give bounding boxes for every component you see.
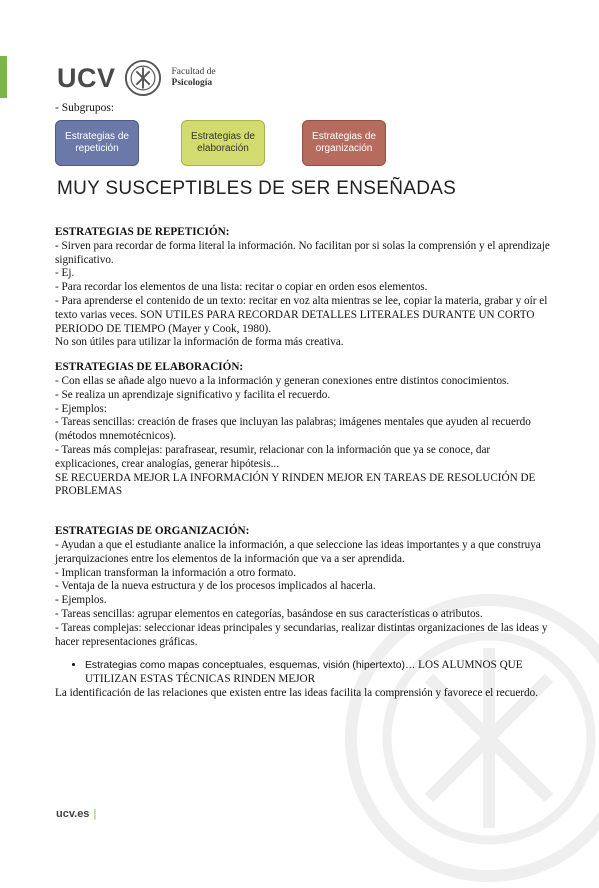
faculty-line-2: Psicología <box>171 78 213 88</box>
organization-strategy-box: Estrategias de organización <box>302 120 386 166</box>
footer-separator: | <box>93 808 97 820</box>
paragraph-line: - Ventaja de la nueva estructura y de los procesos implicados al hacerla. <box>55 580 376 593</box>
closing-paragraph: La identificación de las relaciones que existen entre las ideas facilita la comprensión y favorece el recuerdo. <box>55 686 539 699</box>
paragraph-line: - Tareas sencillas: agrupar elementos en categorías, basándose en sus características o atributos. <box>55 607 483 620</box>
section-heading-organizacion: ESTRATEGIAS DE ORGANIZACIÓN: <box>55 525 250 538</box>
paragraph-line: - Se realiza un aprendizaje significativo y facilita el recuerdo. <box>55 388 331 401</box>
faculty-line-1: Facultad de <box>171 67 216 77</box>
document-body <box>55 226 550 701</box>
paragraph-line: - Para aprenderse el contenido de un texto: recitar en voz alta mientras se lee, copiar la materia, grabar y oír el texto varias veces. SON UTILES PARA RECORDAR DETALLES LITERALES DURANTE UN CORTO PERIODO DE TIEMPO (Mayer y Cook, 1980). <box>55 294 548 335</box>
section-heading-repeticion: ESTRATEGIAS DE REPETICIÓN: <box>55 226 230 238</box>
university-seal-icon <box>124 59 162 97</box>
page-header <box>57 58 216 98</box>
faculty-name <box>172 67 216 89</box>
ucv-logo: UCV <box>57 62 116 93</box>
accent-bar <box>0 56 7 98</box>
paragraph-line: - Implican transforman la información a otro formato. <box>55 566 297 579</box>
paragraph-line: - Ayudan a que el estudiante analice la información, a que seleccione las ideas importantes y a que construya jerarquizaciones entre los elementos de la información que va a ser aprendida. <box>55 538 541 565</box>
paragraph-line: - Con ellas se añade algo nuevo a la información y generan conexiones entre distintos conocimientos. <box>55 374 510 387</box>
paragraph-line: - Tareas más complejas: parafrasear, resumir, relacionar con la información que ya se conoce, dar explicaciones, crear analogías, generar hipótesis... <box>55 443 491 470</box>
bullet-item <box>85 659 550 687</box>
page-title: MUY SUSCEPTIBLES DE SER ENSEÑADAS <box>57 178 457 199</box>
bullet-text-conclusion: LOS ALUMNOS QUE UTILIZAN ESTAS TÉCNICAS RINDEN MEJOR <box>85 659 523 686</box>
bullet-text-strategies: Estrategias como mapas conceptuales, esquemas, visión (hipertexto)… <box>85 660 416 672</box>
paragraph-line: - Tareas sencillas: creación de frases que incluyan las palabras; imágenes mentales que ayuden al recuerdo (métodos mnemotécnicos). <box>55 416 531 443</box>
footer-site-link[interactable]: ucv.es <box>56 808 90 820</box>
subgroups-label: - Subgrupos: <box>55 102 115 114</box>
paragraph-line: - Tareas complejas: seleccionar ideas principales y secundarias, realizar distintas organizaciones de las ideas y hacer representaciones gráficas. <box>55 621 548 648</box>
paragraph-line: - Ejemplos: <box>55 402 107 415</box>
paragraph-line: - Para recordar los elementos de una lista: recitar o copiar en orden esos elementos. <box>55 281 428 294</box>
elaboration-strategy-box: Estrategias de elaboración <box>181 120 265 166</box>
footer <box>56 808 96 820</box>
paragraph-line: No son útiles para utilizar la información de forma más creativa. <box>55 336 344 349</box>
section-heading-elaboracion: ESTRATEGIAS DE ELABORACIÓN: <box>55 361 244 374</box>
paragraph-line: - Ejemplos. <box>55 594 107 607</box>
bullet-list <box>55 659 550 687</box>
paragraph-line: SE RECUERDA MEJOR LA INFORMACIÓN Y RINDEN MEJOR EN TAREAS DE RESOLUCIÓN DE PROBLEMAS <box>55 471 536 498</box>
paragraph-line: - Ej. <box>55 267 75 280</box>
paragraph-line: - Sirven para recordar de forma literal la información. No facilitan por si solas la comprensión y el aprendizaje significativo. <box>55 239 550 266</box>
repetition-strategy-box: Estrategias de repetición <box>55 120 139 166</box>
